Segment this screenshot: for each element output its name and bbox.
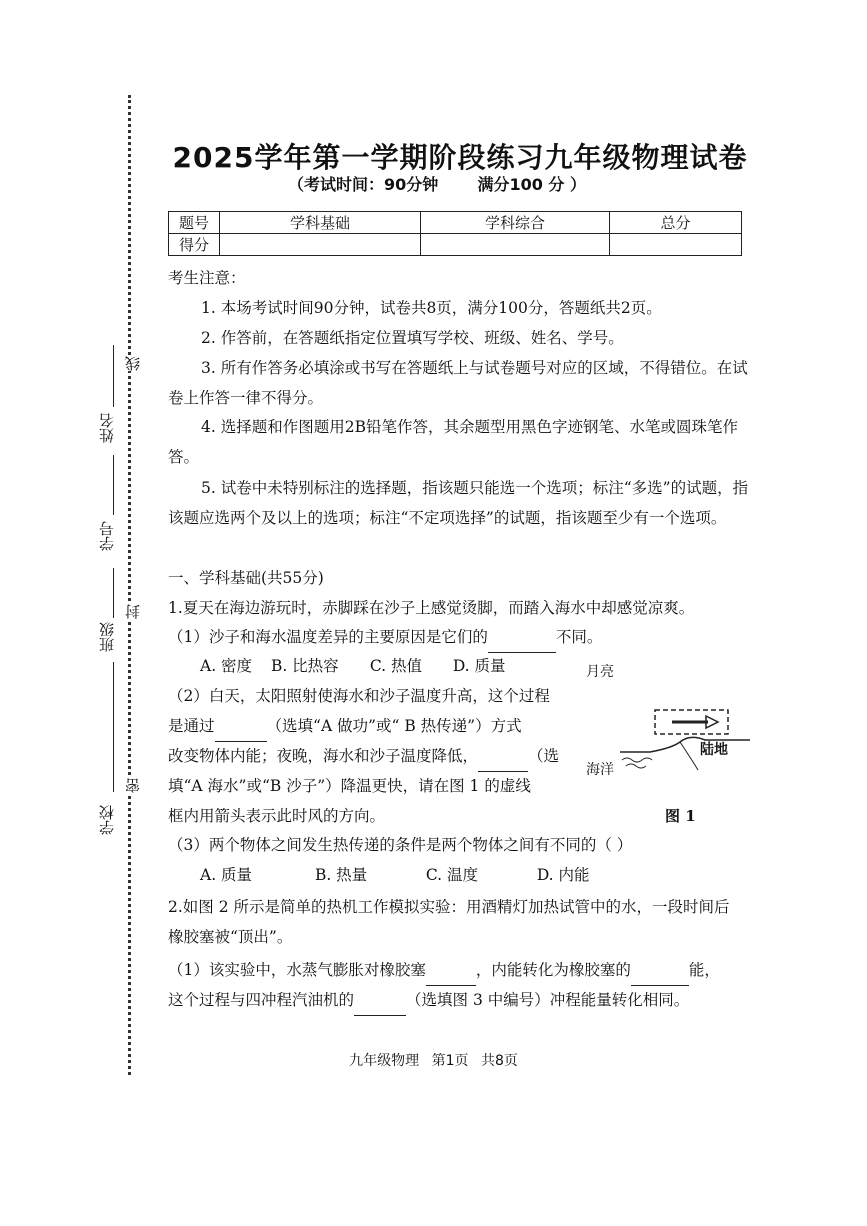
seal-mark: 密: [124, 778, 142, 793]
section-heading: 一、学科基础(共55分): [168, 569, 324, 587]
number-blank-line: [113, 455, 114, 515]
option: C. 热值: [369, 657, 423, 675]
class-line: [113, 662, 114, 792]
page-title: 2025学年第一学期阶段练习九年级物理试卷: [172, 141, 748, 174]
question-1-part-2-line1: （2）白天，太阳照射使海水和沙子温度升高，这个过程: [168, 687, 550, 705]
footer-subject: 九年级物理: [349, 1053, 420, 1069]
q1-2-text: 是通过: [168, 717, 215, 735]
question-1-stem: 1.夏天在海边游玩时，赤脚踩在沙子上感觉烫脚，而踏入海水中却感觉凉爽。: [168, 599, 695, 617]
q2-1-text: 这个过程与四冲程汽油机的: [168, 991, 355, 1009]
answer-blank: [426, 955, 476, 986]
option: A. 密度: [200, 657, 253, 675]
question-1-part-2-line2: [168, 711, 568, 742]
answer-blank: [215, 711, 267, 742]
figure-1-moon-label: 月亮: [586, 664, 614, 680]
score-table-score-row: [169, 234, 742, 256]
figure-1-sea-label: 海洋: [586, 762, 614, 778]
q1-2-text: 改变物体内能；夜晚，海水和沙子温度降低，: [168, 747, 479, 765]
answer-blank: [478, 741, 528, 772]
binding-dotted-line: [128, 95, 131, 1075]
score-table-header-row: [169, 212, 742, 234]
option: C. 温度: [425, 866, 479, 884]
q1-2-text: （选填“A 做功”或“ B 热传递”）方式: [266, 717, 522, 735]
question-1-part-1: [168, 622, 753, 653]
q2-1-text: （选填图 3 中编号）冲程能量转化相同。: [406, 991, 690, 1009]
q1-1-text-end: 不同。: [555, 628, 603, 646]
name-label: 姓名: [98, 413, 116, 443]
question-1-part-3: （3）两个物体之间发生热传递的条件是两个物体之间有不同的（ ）: [168, 836, 633, 854]
land-slope: [680, 742, 698, 770]
footer-page: 第1页: [431, 1053, 469, 1069]
footer-total: 共8页: [480, 1053, 518, 1069]
option: B. 热量: [314, 866, 368, 884]
q1-2-text: （选: [528, 747, 560, 765]
exam-info: [288, 172, 586, 195]
class-label: 班级: [98, 622, 116, 652]
name-blank-line: [113, 345, 114, 407]
question-1-part-3-options: [200, 860, 620, 890]
option: A. 质量: [200, 866, 253, 884]
page-footer: [0, 1050, 867, 1070]
figure-1: [580, 655, 755, 830]
question-1-part-2-line3: [168, 741, 568, 772]
question-1-part-1-options: [200, 651, 560, 681]
exam-full-score: 满分100 分 ）: [477, 175, 586, 194]
number-label: 学号: [98, 521, 116, 551]
number-line: [113, 568, 114, 618]
score-cell: [610, 234, 742, 256]
q1-1-text: （1）沙子和海水温度差异的主要原因是它们的: [168, 628, 488, 646]
line-mark: 线: [124, 356, 142, 371]
notice-item: 2. 作答前，在答题纸指定位置填写学校、班级、姓名、学号。: [201, 329, 624, 347]
notice-heading: 考生注意：: [168, 269, 246, 287]
score-header-cell: 题号: [169, 212, 220, 234]
wave: [626, 764, 646, 768]
question-2-stem-line1: 2.如图 2 所示是简单的热机工作模拟实验：用酒精灯加热试管中的水，一段时间后: [168, 898, 730, 916]
answer-blank: [488, 622, 556, 653]
score-header-cell: 学科基础: [220, 212, 421, 234]
figure-1-caption: 图 1: [665, 807, 696, 825]
option: B. 比热容: [270, 657, 339, 675]
seal-mark-2: 封: [124, 604, 142, 619]
notice-item: 1. 本场考试时间90分钟，试卷共8页，满分100分，答题纸共2页。: [201, 299, 662, 317]
notice-item: 3. 所有作答务必填涂或书写在答题纸上与试卷题号对应的区域，不得错位。在试卷上作答一律不得分。: [168, 359, 748, 407]
question-2-part-1-line1: [168, 955, 753, 986]
score-cell: [421, 234, 610, 256]
question-1-part-2-line5: 框内用箭头表示此时风的方向。: [168, 807, 386, 825]
school-label: 学校: [98, 805, 116, 835]
notice-item: 4. 选择题和作图题用2B铅笔作答，其余题型用黑色字迹钢笔、水笔或圆珠笔作答。: [168, 418, 738, 466]
answer-blank: [354, 985, 406, 1016]
question-2-stem-line2: 橡胶塞被“顶出”。: [168, 928, 293, 946]
notice-item: 5. 试卷中未特别标注的选择题，指该题只能选一个选项；标注“多选”的试题，指该题应选两个及以上的选项；标注“不定项选择”的试题，指该题至少有一个选项。: [168, 479, 749, 527]
option: D. 内能: [536, 866, 590, 884]
question-1-part-2-line4: 填“A 海水”或“B 沙子”）降温更快，请在图 1 的虚线: [168, 777, 531, 795]
score-row-label: 得分: [169, 234, 220, 256]
score-header-cell: 学科综合: [421, 212, 610, 234]
q2-1-text: ，内能转化为橡胶塞的: [475, 961, 631, 979]
figure-1-land-label: 陆地: [700, 742, 728, 758]
option: D. 质量: [452, 657, 506, 675]
q2-1-text: （1）该实验中，水蒸气膨胀对橡胶塞: [168, 961, 426, 979]
exam-time: （考试时间：90分钟: [288, 175, 439, 194]
question-2-part-1-line2: [168, 985, 753, 1016]
score-table: [168, 211, 742, 256]
q2-1-text: 能，: [688, 961, 720, 979]
score-cell: [220, 234, 421, 256]
answer-blank: [631, 955, 689, 986]
wave: [622, 758, 652, 762]
score-header-cell: 总分: [610, 212, 742, 234]
